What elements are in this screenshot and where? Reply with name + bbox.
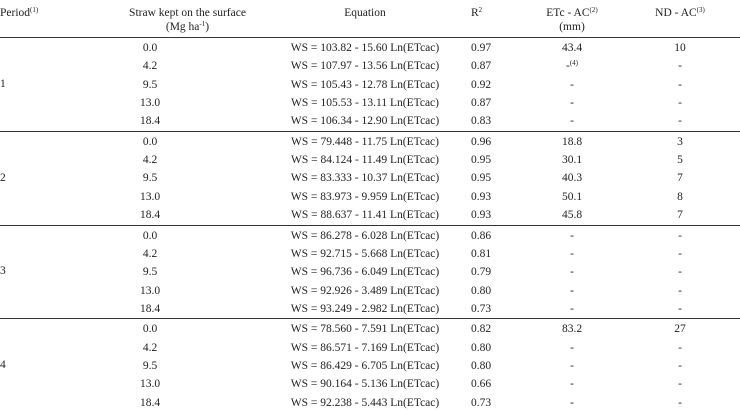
cell-r2: 0.79 [471,266,492,279]
header-etc-footnote: (2) [589,6,598,14]
cell-period: 4 [0,359,6,372]
group-separator [0,131,740,132]
cell-nd: - [678,97,682,110]
header-straw-unit: (Mg ha [165,21,200,33]
cell-etc: - [570,229,574,242]
cell-straw: 9.5 [142,78,158,91]
cell-etc: - [570,284,574,297]
cell-straw: 9.5 [142,359,158,372]
header-r2-base: R [471,7,479,19]
cell-nd: - [678,396,682,409]
cell-etc-value: - [565,60,570,73]
header-nd [640,6,720,20]
cell-equation: WS = 96.736 - 6.049 Ln(ETcac) [290,266,440,279]
cell-straw: 9.5 [142,172,158,185]
cell-straw: 0.0 [142,135,158,148]
header-equation: Equation [344,7,386,19]
cell-equation: WS = 86.571 - 7.169 Ln(ETcac) [290,341,440,354]
cell-straw: 13.0 [139,190,161,203]
cell-equation: WS = 103.82 - 15.60 Ln(ETcac) [290,42,440,54]
cell-etc: 43.4 [561,42,583,54]
table-header [0,0,740,36]
cell-r2: 0.95 [471,154,492,167]
cell-r2: 0.82 [471,323,492,336]
header-r2-exp: 2 [478,6,483,14]
cell-nd: - [678,266,682,279]
cell-etc: - [570,359,574,372]
cell-straw: 4.2 [142,60,158,73]
cell-straw: 18.4 [139,396,161,409]
header-rule [0,37,740,38]
cell-etc: - [570,302,574,315]
cell-equation: WS = 92.238 - 5.443 Ln(ETcac) [290,396,440,409]
cell-straw: 0.0 [142,42,158,54]
cell-nd: - [678,115,682,128]
cell-equation: WS = 84.124 - 11.49 Ln(ETcac) [290,154,439,167]
cell-etc: - [570,115,574,128]
header-etc-unit: (mm) [559,21,585,33]
cell-equation: WS = 86.278 - 6.028 Ln(ETcac) [290,229,440,242]
cell-nd: 5 [677,154,683,167]
cell-r2: 0.73 [471,302,492,315]
cell-equation: WS = 105.53 - 13.11 Ln(ETcac) [290,97,439,110]
cell-equation: WS = 83.973 - 9.959 Ln(ETcac) [290,190,440,203]
cell-r2: 0.81 [471,247,492,260]
cell-nd: 8 [677,190,683,203]
cell-equation: WS = 92.926 - 3.489 Ln(ETcac) [290,284,440,297]
cell-etc: 40.3 [561,172,583,185]
header-straw-line1: Straw kept on the surface [129,7,246,19]
cell-etc: 30.1 [561,154,583,167]
cell-nd: - [678,341,682,354]
cell-r2: 0.80 [471,359,492,372]
cell-straw: 18.4 [139,115,161,128]
cell-straw: 13.0 [139,284,161,297]
cell-equation: WS = 78.560 - 7.591 Ln(ETcac) [290,323,440,336]
cell-equation: WS = 88.637 - 11.41 Ln(ETcac) [290,209,439,222]
cell-r2: 0.66 [471,378,492,391]
header-straw-unit-exp: -1 [199,20,206,28]
cell-etc: - [570,247,574,260]
cell-straw: 4.2 [142,154,158,167]
cell-nd: - [678,78,682,91]
cell-etc: 45.8 [561,209,583,222]
cell-straw: 9.5 [142,266,158,279]
cell-r2: 0.96 [471,135,492,148]
cell-equation: WS = 92.715 - 5.668 Ln(ETcac) [290,247,440,260]
cell-etc: - [570,341,574,354]
cell-nd: - [678,284,682,297]
header-period [0,6,38,20]
cell-period: 1 [0,77,6,90]
cell-etc: 50.1 [561,190,583,203]
cell-equation: WS = 83.333 - 10.37 Ln(ETcac) [290,172,440,185]
header-period-text: Period [0,7,31,19]
cell-straw: 13.0 [139,378,161,391]
cell-r2: 0.87 [471,97,492,110]
cell-r2: 0.87 [471,60,492,73]
cell-nd: 3 [677,135,683,148]
cell-period: 2 [0,171,6,184]
cell-etc-footnote: (4) [569,59,578,68]
cell-r2: 0.95 [471,172,492,185]
cell-r2: 0.92 [471,78,492,91]
cell-etc: - [570,378,574,391]
cell-nd: - [678,229,682,242]
cell-equation: WS = 93.249 - 2.982 Ln(ETcac) [290,302,440,315]
cell-r2: 0.93 [471,190,492,203]
header-etc [512,6,632,34]
cell-r2: 0.80 [471,284,492,297]
cell-r2: 0.93 [471,209,492,222]
cell-r2: 0.73 [471,396,492,409]
cell-equation: WS = 106.34 - 12.90 Ln(ETcac) [290,115,440,128]
cell-straw: 0.0 [142,323,158,336]
cell-equation: WS = 86.429 - 6.705 Ln(ETcac) [290,359,440,372]
cell-nd: 10 [674,42,686,54]
cell-equation: WS = 107.97 - 13.56 Ln(ETcac) [290,60,440,73]
header-nd-footnote: (3) [696,6,705,14]
cell-r2: 0.83 [471,115,492,128]
cell-etc: - [570,78,574,91]
cell-r2: 0.97 [471,42,492,54]
cell-nd: - [678,359,682,372]
cell-equation: WS = 79.448 - 11.75 Ln(ETcac) [290,135,439,148]
cell-etc: - [570,97,574,110]
cell-nd: 7 [677,209,683,222]
group-separator [0,318,740,319]
cell-nd: 7 [677,172,683,185]
cell-r2: 0.86 [471,229,492,242]
cell-etc: 18.8 [561,135,583,148]
cell-etc: - [570,266,574,279]
cell-nd: - [678,378,682,391]
cell-straw: 4.2 [142,247,158,260]
cell-straw: 13.0 [139,97,161,110]
cell-equation: WS = 90.164 - 5.136 Ln(ETcac) [290,378,440,391]
header-period-footnote: (1) [30,6,39,14]
cell-etc [512,59,632,73]
header-r2 [471,6,482,20]
cell-straw: 4.2 [142,341,158,354]
cell-nd: 27 [674,323,686,336]
header-etc-line1: ETc - AC [546,7,590,19]
cell-period: 3 [0,265,6,278]
header-nd-text: ND - AC [655,7,697,19]
cell-equation: WS = 105.43 - 12.78 Ln(ETcac) [290,78,440,91]
cell-straw: 18.4 [139,209,161,222]
cell-nd: - [678,247,682,260]
group-separator [0,225,740,226]
cell-etc: 83.2 [561,323,583,336]
cell-etc: - [570,396,574,409]
cell-r2: 0.80 [471,341,492,354]
cell-nd: - [678,60,682,73]
header-straw-unit-close: ) [205,21,210,33]
cell-straw: 18.4 [139,302,161,315]
cell-straw: 0.0 [142,229,158,242]
cell-nd: - [678,302,682,315]
